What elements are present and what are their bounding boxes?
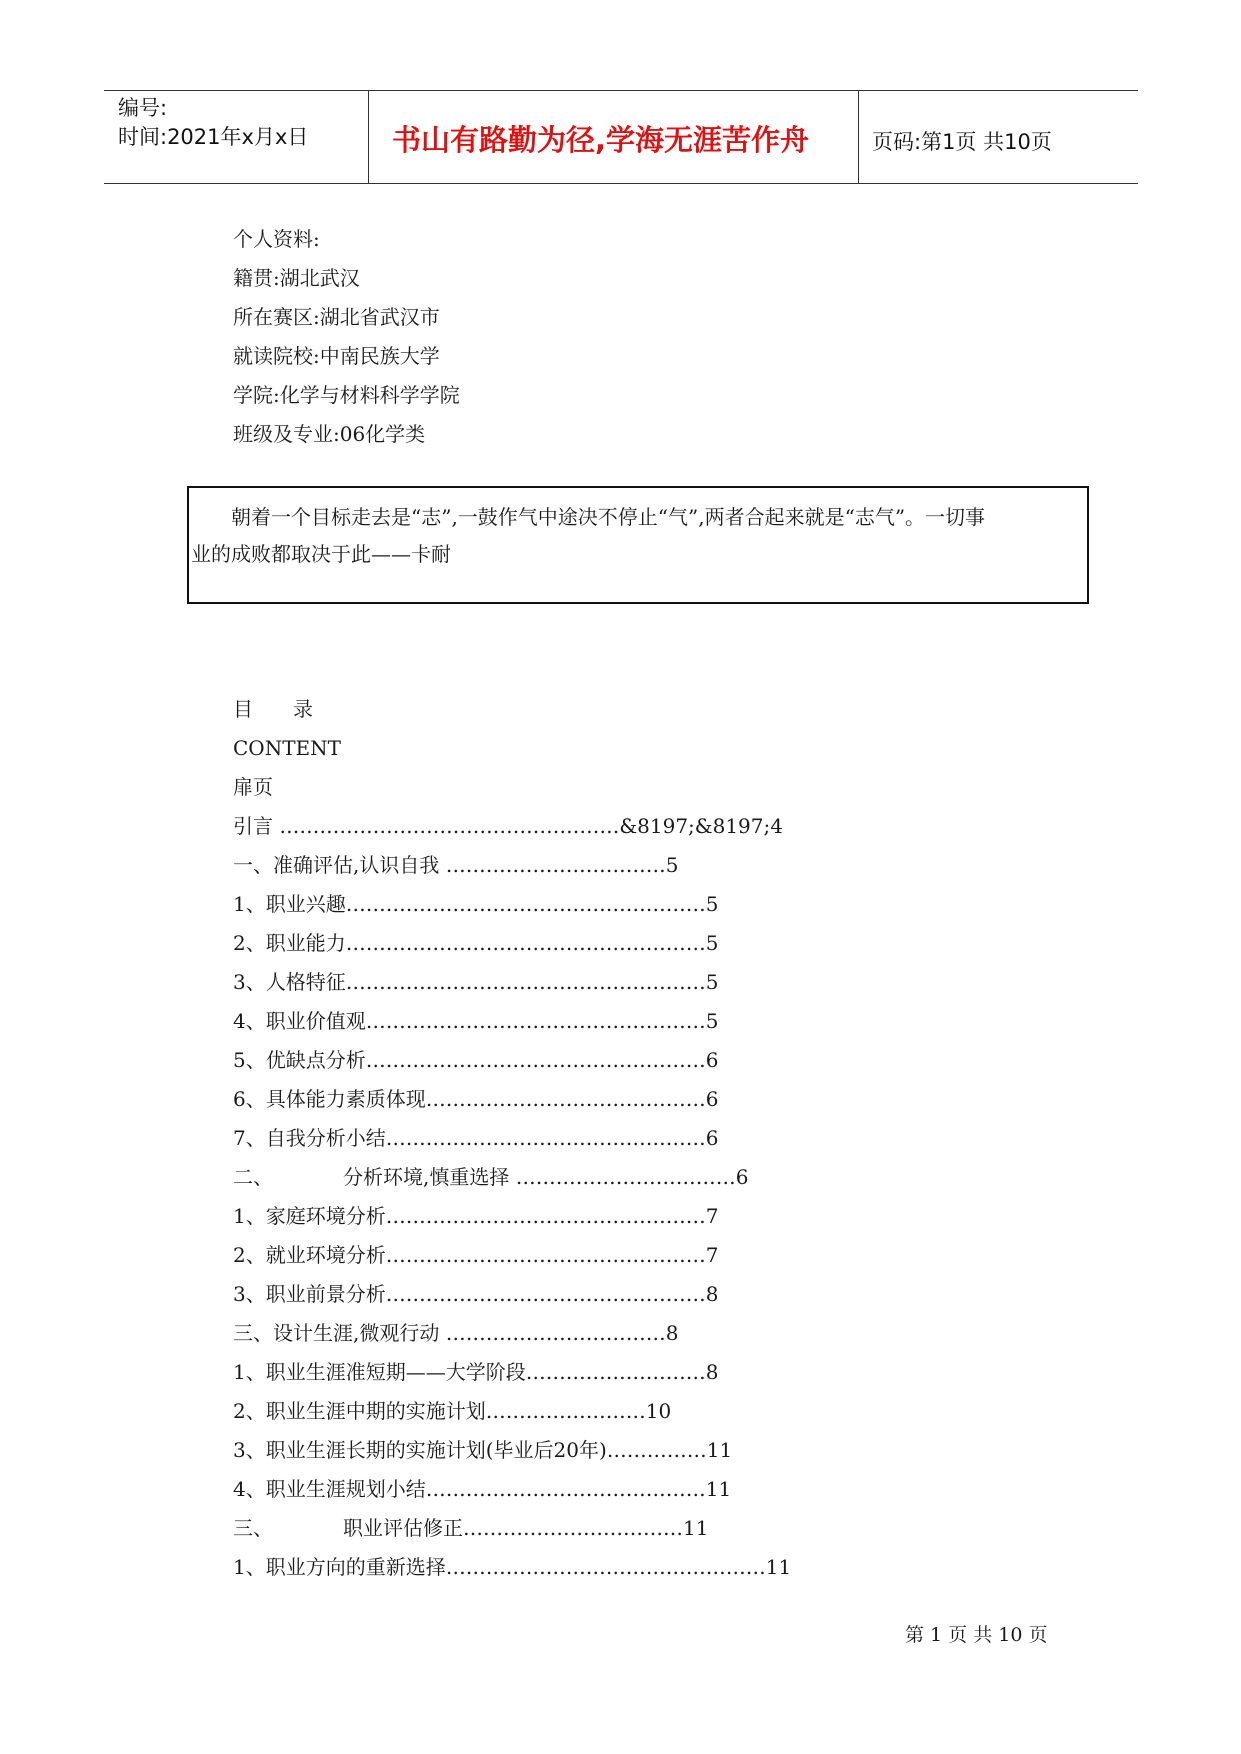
- footer-page-number: 第 1 页 共 10 页: [905, 1624, 1048, 1646]
- toc-item: 二、 分析环境,慎重选择 ……………………………6: [233, 1165, 749, 1189]
- toc-item: 1、职业方向的重新选择…………………………………………11: [233, 1555, 792, 1579]
- toc-item: 4、职业生涯规划小结……………………………………11: [233, 1477, 732, 1501]
- quote-box: [187, 486, 1089, 604]
- header-time-label: 时间:2021年x月x日: [118, 125, 309, 149]
- toc-item: 3、职业生涯长期的实施计划(毕业后20年)……………11: [233, 1438, 733, 1462]
- toc-item: 2、职业生涯中期的实施计划……………………10: [233, 1399, 672, 1423]
- profile-hometown: 籍贯:湖北武汉: [233, 266, 360, 290]
- profile-heading: 个人资料:: [233, 227, 320, 251]
- toc-item: 1、职业生涯准短期——大学阶段………………………8: [233, 1360, 719, 1384]
- toc-item: 2、职业能力………………………………………………5: [233, 931, 719, 955]
- toc-item: 5、优缺点分析……………………………………………6: [233, 1048, 719, 1072]
- toc-item: 1、家庭环境分析…………………………………………7: [233, 1204, 719, 1228]
- header-top-rule: [104, 90, 1138, 91]
- quote-line-1: 朝着一个目标走去是“志”,一鼓作气中途决不停止“气”,两者合起来就是“志气”。一切事: [191, 505, 986, 529]
- toc-item: 1、职业兴趣………………………………………………5: [233, 892, 719, 916]
- toc-item: 2、就业环境分析…………………………………………7: [233, 1243, 719, 1267]
- toc-item: 3、职业前景分析…………………………………………8: [233, 1282, 719, 1306]
- toc-item: 三、设计生涯,微观行动 ……………………………8: [233, 1321, 679, 1345]
- toc-item: 6、具体能力素质体现……………………………………6: [233, 1087, 719, 1111]
- toc-item: 7、自我分析小结…………………………………………6: [233, 1126, 719, 1150]
- toc-title: 目 录: [233, 697, 313, 721]
- header-divider-left: [368, 90, 369, 184]
- profile-major: 班级及专业:06化学类: [233, 422, 426, 446]
- header-page-info: 页码:第1页 共10页: [872, 130, 1052, 154]
- header-divider-right: [858, 90, 859, 184]
- profile-school: 就读院校:中南民族大学: [233, 344, 440, 368]
- profile-region: 所在赛区:湖北省武汉市: [233, 305, 440, 329]
- table-of-contents: [233, 690, 791, 1587]
- header-slogan: 书山有路勤为径,学海无涯苦作舟: [392, 123, 810, 157]
- toc-item: 引言 ……………………………………………&8197;&8197;4: [233, 814, 783, 838]
- header-bottom-rule: [104, 183, 1138, 184]
- header-code-label: 编号:: [118, 96, 168, 120]
- toc-item: 三、 职业评估修正……………………………11: [233, 1516, 709, 1540]
- toc-item: 一、准确评估,认识自我 ……………………………5: [233, 853, 679, 877]
- toc-item: 扉页: [233, 775, 273, 799]
- profile-college: 学院:化学与材料科学学院: [233, 383, 460, 407]
- toc-item: 3、人格特征………………………………………………5: [233, 970, 719, 994]
- toc-item: 4、职业价值观……………………………………………5: [233, 1009, 719, 1033]
- toc-subtitle: CONTENT: [233, 736, 341, 760]
- quote-line-2: 业的成败都取决于此——卡耐: [191, 542, 451, 566]
- profile-section: [233, 220, 460, 454]
